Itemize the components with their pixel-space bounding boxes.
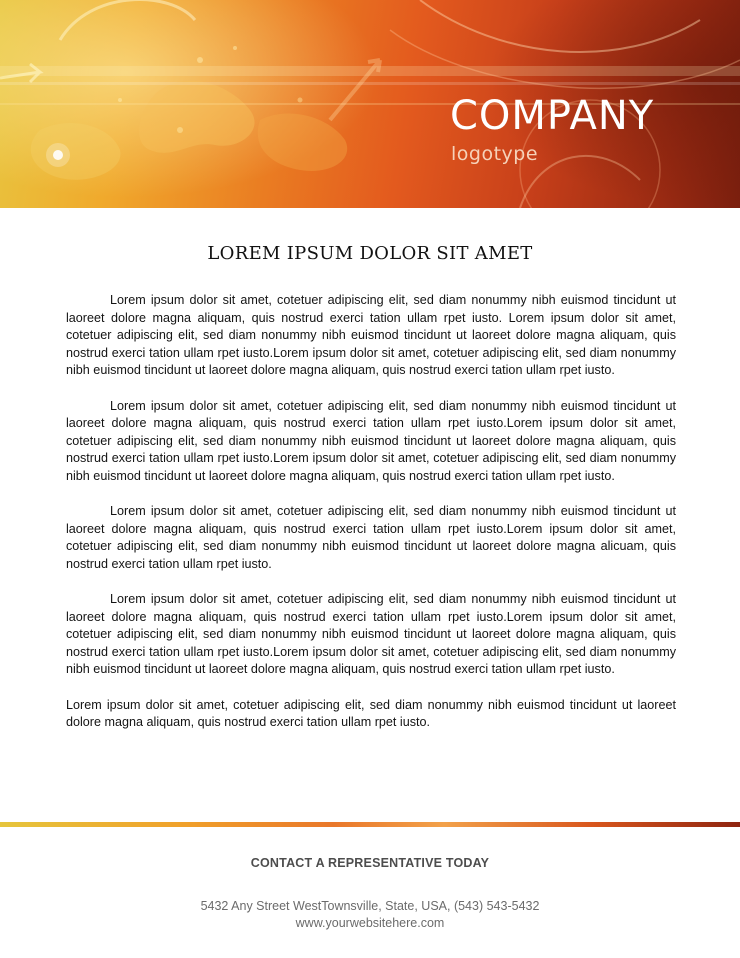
body-text bbox=[66, 292, 676, 750]
company-logo-text: COMPANY bbox=[450, 93, 655, 139]
paragraph-2: Lorem ipsum dolor sit amet, cotetuer adipiscing elit, sed diam nonummy nibh euismod tincidunt ut laoreet dolore magna aliquam, quis nostrud exerci tation ullam rpet iusto.Lorem ipsum dolor sit amet, cotetuer adipiscing elit, sed diam nonummy nibh euismod tincidunt ut laoreet dolore magna aliquam, quis nostrud exerci tation ullam rpet iusto.Lorem ipsum dolor sit amet, cotetuer adipiscing elit, sed diam nonummy nibh euismod tincidunt ut laoreet dolore magna aliquam, quis nostrud exerci tation ullam rpet iusto. bbox=[66, 398, 676, 483]
document-title: LOREM IPSUM DOLOR SIT AMET bbox=[207, 243, 533, 264]
paragraph-3: Lorem ipsum dolor sit amet, cotetuer adipiscing elit, sed diam nonummy nibh euismod tincidunt ut laoreet dolore magna aliquam, quis nostrud exerci tation ullam rpet iusto.Lorem ipsum dolor sit amet, cotetuer adipiscing elit, sed diam nonummy nibh euismod tincidunt ut laoreet dolore magna alicuam, quis nostrud exerci tation ullam rpet iusto. bbox=[66, 504, 676, 571]
contact-heading: CONTACT A REPRESENTATIVE TODAY bbox=[250, 856, 490, 870]
contact-address: 5432 Any Street WestTownsville, State, USA, (543) 543-5432 bbox=[200, 899, 540, 913]
logotype-tagline: logotype bbox=[451, 143, 539, 165]
footer-divider bbox=[0, 822, 740, 827]
contact-details bbox=[0, 898, 740, 932]
header-banner bbox=[0, 0, 740, 208]
website-link[interactable]: www.yourwebsitehere.com bbox=[295, 916, 445, 930]
paragraph-4: Lorem ipsum dolor sit amet, cotetuer adipiscing elit, sed diam nonummy nibh euismod tincidunt ut laoreet dolore magna aliquam, quis nostrud exerci tation ullam rpet iusto.Lorem ipsum dolor sit amet, cotetuer adipiscing elit, sed diam nonummy nibh euismod tincidunt ut laoreet dolore magna aliquam, quis nostrud exerci tation ullam rpet iusto.Lorem ipsum dolor sit amet, cotetuer adipiscing elit, sed diam nonummy nibh euismod tincidunt ut laoreet dolore magna aliquam, quis nostrud exerci tation ullam rpet iusto. bbox=[66, 592, 676, 676]
paragraph-1: Lorem ipsum dolor sit amet, cotetuer adipiscing elit, sed diam nonummy nibh euismod tincidunt ut laoreet dolore magna aliquam, quis nostrud exerci tation ullam rpet iusto. Lorem ipsum dolor sit amet, cotetuer adipiscing elit, sed diam nonummy nibh euismod tincidunt ut laoreet dolore magna aliquam, quis nostrud exerci tation ullam rpet iusto.Lorem ipsum dolor sit amet, cotetuer adipiscing elit, sed diam nonummy nibh euismod tincidunt ut laoreet dolore magna aliquam, quis nostrud exerci tation ullam rpet iusto. bbox=[66, 293, 676, 377]
paragraph-5: Lorem ipsum dolor sit amet, cotetuer adipiscing elit, sed diam nonummy nibh euismod tincidunt ut laoreet dolore magna aliquam, quis nostrud exerci tation ullam rpet iusto. bbox=[66, 697, 676, 729]
